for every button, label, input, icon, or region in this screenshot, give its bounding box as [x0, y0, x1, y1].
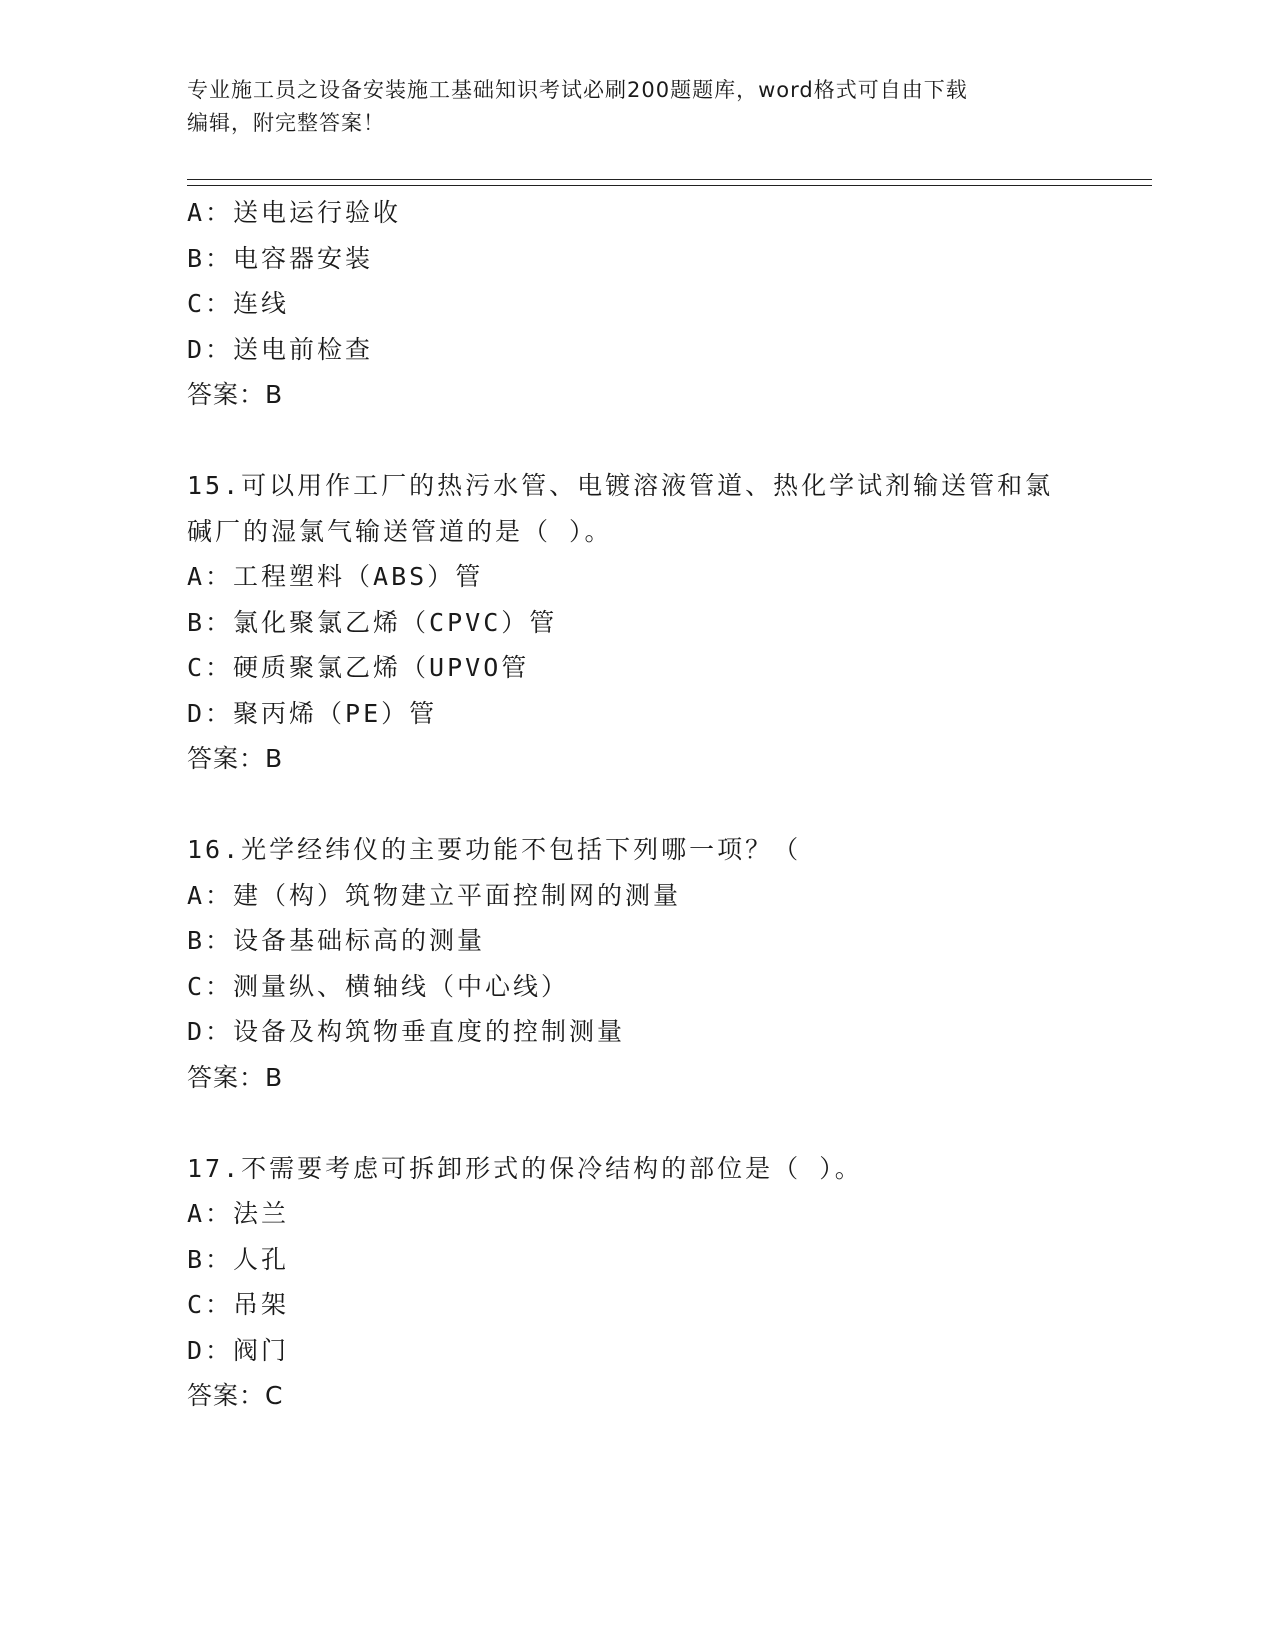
option-d: D：聚丙烯（PE）管 — [187, 698, 438, 728]
option-a: A：建（构）筑物建立平面控制网的测量 — [187, 880, 682, 910]
option-b: B：电容器安装 — [187, 243, 374, 273]
option-d: D：阀门 — [187, 1335, 290, 1365]
option-d: D：送电前检查 — [187, 334, 374, 364]
question-14 — [187, 190, 1152, 418]
question-stem-line-1: 15.可以用作工厂的热污水管、电镀溶液管道、热化学试剂输送管和氯 — [187, 471, 1054, 500]
option-a: A：法兰 — [187, 1199, 290, 1228]
option-b: B：人孔 — [187, 1244, 290, 1274]
option-b: B：氯化聚氯乙烯（CPVC）管 — [187, 607, 558, 637]
answer-line: 答案：C — [187, 1381, 284, 1410]
option-a: A：工程塑料（ABS）管 — [187, 562, 484, 591]
option-c: C：测量纵、横轴线（中心线） — [187, 971, 570, 1001]
question-content — [187, 190, 1152, 1419]
spacer — [187, 1100, 1152, 1146]
answer-line: 答案：B — [187, 380, 284, 409]
question-stem-line-1: 17.不需要考虑可拆卸形式的保冷结构的部位是（ ）。 — [187, 1153, 863, 1183]
option-c: C：硬质聚氯乙烯（UPVO管 — [187, 653, 530, 682]
spacer — [187, 782, 1152, 828]
option-d: D：设备及构筑物垂直度的控制测量 — [187, 1017, 626, 1046]
question-stem-line-1: 16.光学经纬仪的主要功能不包括下列哪一项？（ — [187, 835, 802, 864]
question-17 — [187, 1146, 1152, 1419]
spacer — [187, 418, 1152, 464]
option-c: C：吊架 — [187, 1290, 290, 1319]
answer-line: 答案：B — [187, 744, 284, 773]
header-divider — [187, 179, 1152, 186]
page-header — [187, 74, 1087, 140]
option-a: A：送电运行验收 — [187, 198, 402, 227]
header-line-1: 专业施工员之设备安装施工基础知识考试必刷200题题库，word格式可自由下载 — [187, 78, 968, 102]
question-16 — [187, 827, 1152, 1100]
header-line-2: 编辑，附完整答案！ — [187, 111, 385, 135]
question-stem-line-2: 碱厂的湿氯气输送管道的是（ ）。 — [187, 516, 613, 546]
option-c: C：连线 — [187, 289, 290, 318]
question-15 — [187, 463, 1152, 782]
option-b: B：设备基础标高的测量 — [187, 926, 486, 955]
answer-line: 答案：B — [187, 1062, 284, 1092]
